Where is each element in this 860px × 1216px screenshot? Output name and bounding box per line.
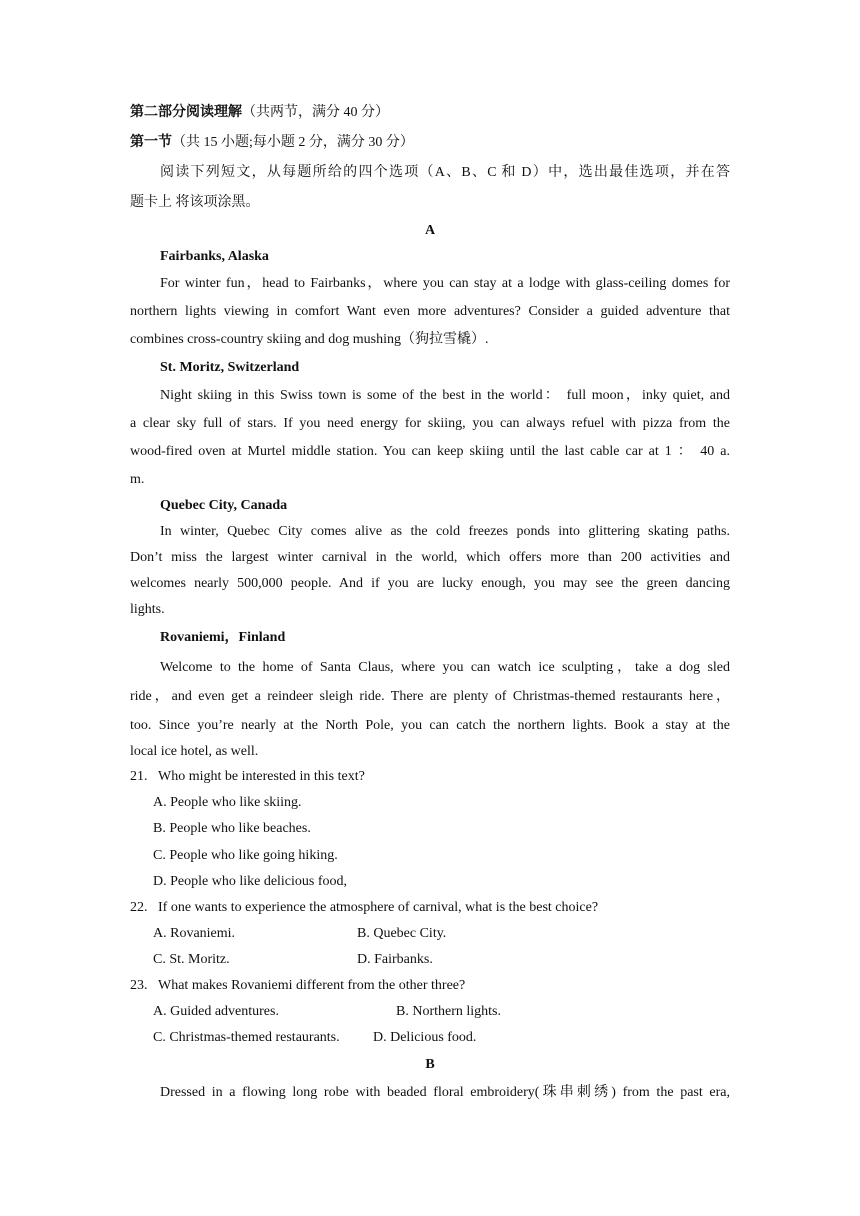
question-21 xyxy=(130,764,365,790)
paragraph-line: For winter fun，head to Fairbanks，where you can stay at a lodge with glass-ceiling domes for xyxy=(160,276,730,291)
question-number: 23. xyxy=(130,978,148,993)
passage-b-label: B xyxy=(425,1057,435,1072)
section-heading-note: （共 15 小题;每小题 2 分，满分 30 分） xyxy=(172,135,414,150)
paragraph-line: m. xyxy=(130,472,145,487)
question-number: 21. xyxy=(130,769,148,784)
paragraph-line: a clear sky full of stars. If you need energy for skiing, you can always refuel with pizza from the xyxy=(130,416,730,431)
paragraph-line: Don’t miss the largest winter carnival in the world, which offers more than 200 activities and xyxy=(130,550,730,565)
option: A. Guided adventures. xyxy=(153,1004,279,1019)
part-heading-line xyxy=(130,100,730,126)
part-heading: 第二部分阅读理解 xyxy=(130,105,242,120)
paragraph-line: too. Since you’re nearly at the North Pole, you can catch the northern lights. Book a stay at the xyxy=(130,718,730,733)
paragraph-line: Welcome to the home of Santa Claus, where you can watch ice sculpting，take a dog sled xyxy=(160,660,730,675)
paragraph-line: Night skiing in this Swiss town is some of the best in the world： full moon，inky quiet, and xyxy=(160,388,730,403)
option: C. Christmas-themed restaurants. xyxy=(153,1030,340,1045)
part-heading-note: （共两节，满分 40 分） xyxy=(242,105,389,120)
paragraph-line: northern lights viewing in comfort Want even more adventures? Consider a guided adventure that xyxy=(130,304,730,319)
place-heading: Rovaniemi，Finland xyxy=(160,630,286,645)
question-text: Who might be interested in this text? xyxy=(158,769,365,784)
option: A. People who like skiing. xyxy=(153,795,302,810)
option: D. Fairbanks. xyxy=(357,952,433,967)
paragraph-line: combines cross-country skiing and dog mushing（狗拉雪橇）. xyxy=(130,332,489,347)
question-text: If one wants to experience the atmosphere of carnival, what is the best choice? xyxy=(158,900,599,915)
section-heading-line xyxy=(130,130,730,156)
place-heading: Fairbanks, Alaska xyxy=(160,249,269,264)
option: B. People who like beaches. xyxy=(153,821,311,836)
section-heading: 第一节 xyxy=(130,135,172,150)
option: B. Quebec City. xyxy=(357,926,447,941)
paragraph-line: wood-fired oven at Murtel middle station. You can keep skiing until the last cable car at 1 ： 40 a. xyxy=(130,444,730,459)
passage-a-label: A xyxy=(424,223,436,238)
paragraph-line: ride，and even get a reindeer sleigh ride. There are plenty of Christmas-themed restaurants here， xyxy=(130,689,730,704)
option: C. People who like going hiking. xyxy=(153,848,338,863)
option: C. St. Moritz. xyxy=(153,952,230,967)
option: A. Rovaniemi. xyxy=(153,926,236,941)
option: D. People who like delicious food, xyxy=(153,874,348,889)
place-heading: Quebec City, Canada xyxy=(160,498,288,513)
paragraph-line: welcomes nearly 500,000 people. And if you are lucky enough, you may see the green dancing xyxy=(130,576,730,591)
paragraph-line: Dressed in a flowing long robe with beaded floral embroidery(珠串刺绣) from the past era, xyxy=(160,1085,730,1100)
paragraph-line: local ice hotel, as well. xyxy=(130,744,259,759)
question-number: 22. xyxy=(130,900,148,915)
question-23 xyxy=(130,973,465,999)
question-22 xyxy=(130,895,598,921)
place-heading: St. Moritz, Switzerland xyxy=(160,360,300,375)
paragraph-line: lights. xyxy=(130,602,165,617)
instructions-line-2: 题卡上 将该项涂黑。 xyxy=(130,195,260,210)
option: D. Delicious food. xyxy=(373,1030,477,1045)
question-text: What makes Rovaniemi different from the other three? xyxy=(158,978,466,993)
paragraph-line: In winter, Quebec City comes alive as the cold freezes ponds into glittering skating paths. xyxy=(160,524,730,539)
option: B. Northern lights. xyxy=(396,1004,501,1019)
instructions-line-1: 阅读下列短文，从每题所给的四个选项（A、B、C 和 D）中，选出最佳选项，并在答 xyxy=(160,165,730,180)
